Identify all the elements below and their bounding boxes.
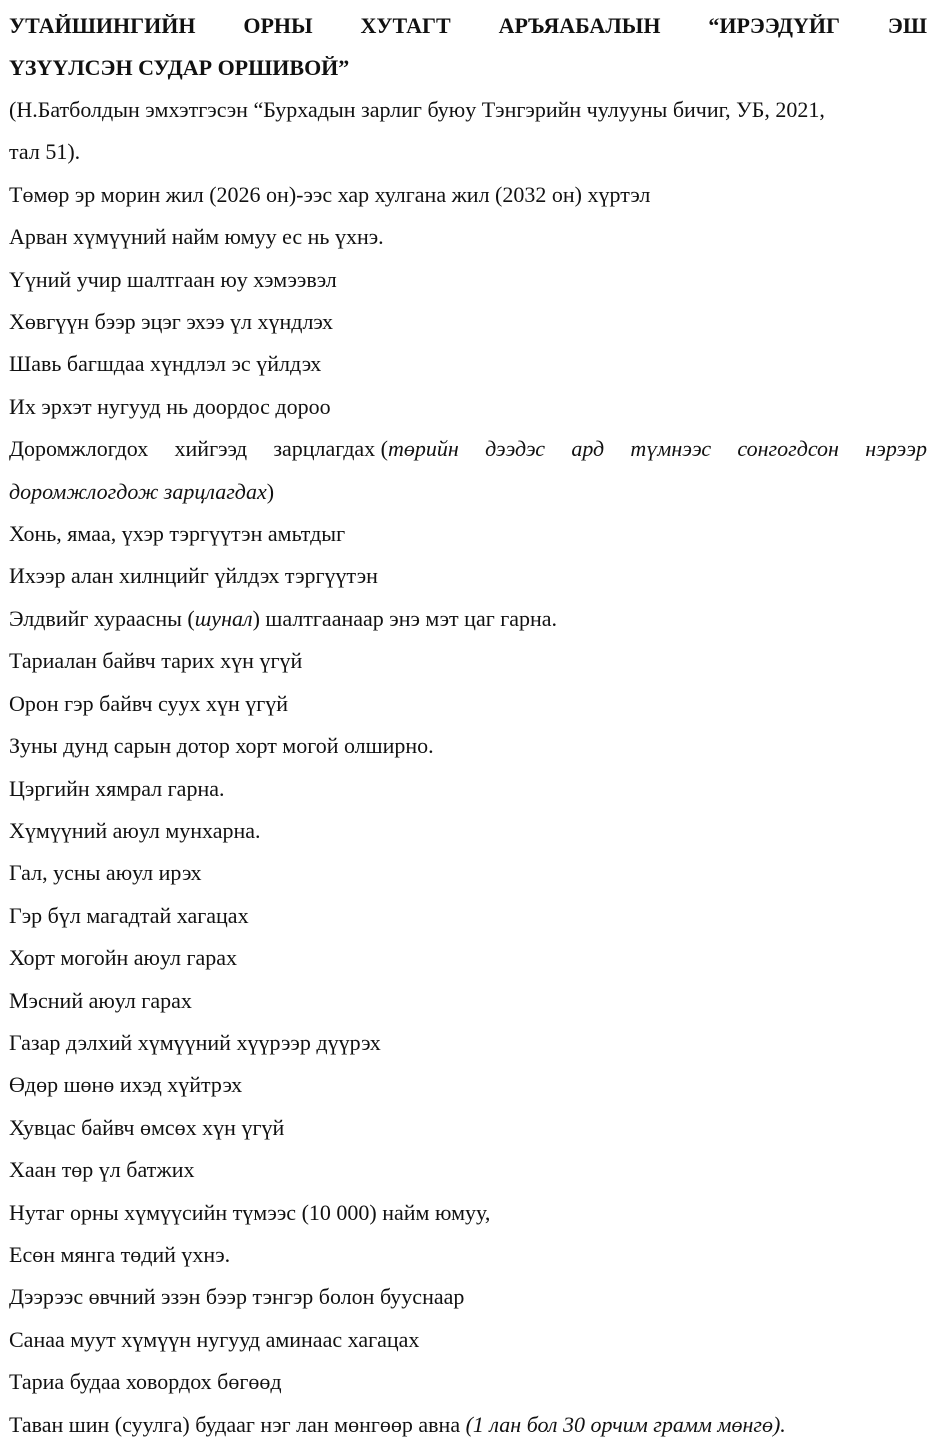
title-line-2: ҮЗҮҮЛСЭН СУДАР ОРШИВОЙ” (9, 55, 350, 80)
text-line: Есөн мянга төдий үхнэ. (9, 1241, 231, 1267)
text-segment: ) шалтгаанаар энэ мэт цаг гарна. (252, 605, 558, 631)
text-line: Хувцас байвч өмсөх хүн үгүй (9, 1114, 285, 1140)
text-line: Хаан төр үл батжих (9, 1157, 195, 1183)
document-title (9, 0, 927, 89)
text-line: Хорт могойн аюул гарах (9, 945, 238, 971)
text-line: Шавь багшдаа хүндлэл эс үйлдэх (9, 351, 322, 377)
text-line: Тариа будаа ховордох бөгөөд (9, 1369, 282, 1395)
italic-word: дээдэс (485, 436, 546, 462)
italic-text: (1 лан бол 30 орчим грамм мөнгө). (465, 1411, 786, 1437)
italic-text: доромжлогдож зарцлагдах (9, 478, 267, 504)
italic-word: ард (571, 436, 605, 462)
source-citation-line-1: (Н.Батболдын эмхэтгэсэн “Бурхадын зарлиг буюу Тэнгэрийн чулууны бичиг, УБ, 2021, (9, 97, 825, 122)
document-page (9, 0, 927, 1446)
text-line: Хонь, ямаа, үхэр тэргүүтэн амьтдыг (9, 521, 346, 547)
text-line: Санаа муут хүмүүн нугууд аминаас хагацах (9, 1326, 420, 1352)
italic-word: түмнээс (630, 436, 712, 462)
text-line: Гал, усны аюул ирэх (9, 860, 202, 886)
text-line: Их эрхэт нугууд нь доордос дороо (9, 393, 331, 419)
title-word: АРЪЯАБАЛЫН (498, 13, 661, 38)
title-word: УТАЙШИНГИЙН (9, 13, 196, 38)
close-paren: ) (266, 478, 275, 504)
text-line: Үүний учир шалтгаан юу хэмээвэл (9, 266, 337, 292)
italic-text: шунал (194, 605, 253, 631)
text-line: Газар дэлхий хүмүүний хүүрээр дүүрэх (9, 1029, 381, 1055)
text-line: Цэргийн хямрал гарна. (9, 775, 225, 801)
open-paren: ( (380, 436, 388, 462)
word-group (273, 428, 459, 470)
title-word: ОРНЫ (243, 13, 313, 38)
title-word: ХУТАГТ (360, 13, 451, 38)
text-line: Зуны дунд сарын дотор хорт могой олширно. (9, 733, 434, 759)
word: Доромжлогдох (9, 436, 149, 462)
word: зарцлагдах (273, 436, 376, 462)
text-line: Хөвгүүн бээр эцэг эхээ үл хүндлэх (9, 309, 334, 335)
text-line: Нутаг орны хүмүүсийн түмээс (10 000) найм юмуу, (9, 1199, 491, 1225)
text-line: Тариалан байвч тарих хүн үгүй (9, 648, 303, 674)
text-line-justified (9, 428, 927, 470)
text-line (9, 471, 927, 513)
text-line: Орон гэр байвч суух хүн үгүй (9, 690, 289, 716)
italic-word: төрийн (388, 436, 459, 462)
text-line: Дээрээс өвчний эзэн бээр тэнгэр болон бууснаар (9, 1284, 465, 1310)
italic-word: нэрээр (865, 436, 927, 462)
text-line: Мэсний аюул гарах (9, 987, 192, 1013)
italic-word: сонгогдсон (737, 436, 839, 462)
text-line: Хүмүүний аюул мунхарна. (9, 817, 261, 843)
text-segment: Элдвийг хураасны ( (9, 605, 195, 631)
text-line: Гэр бүл магадтай хагацах (9, 902, 249, 928)
text-line: Өдөр шөнө ихэд хүйтрэх (9, 1072, 243, 1098)
title-line-1 (9, 5, 927, 47)
text-line: Төмөр эр морин жил (2026 он)-ээс хар хулгана жил (2032 он) хүртэл (9, 181, 651, 207)
source-citation-line-2: тал 51). (9, 139, 81, 165)
title-word: ЭШ (887, 13, 927, 38)
text-segment: Таван шин (суулга) будааг нэг лан мөнгөөр авна (9, 1411, 466, 1437)
title-word: “ИРЭЭДҮЙГ (708, 13, 841, 38)
word: хийгээд (174, 436, 248, 462)
text-line: Арван хүмүүний найм юмуу ес нь үхнэ. (9, 224, 384, 250)
text-line: Ихээр алан хилнцийг үйлдэх тэргүүтэн (9, 563, 378, 589)
text-line (9, 598, 927, 640)
text-line (9, 1404, 927, 1446)
